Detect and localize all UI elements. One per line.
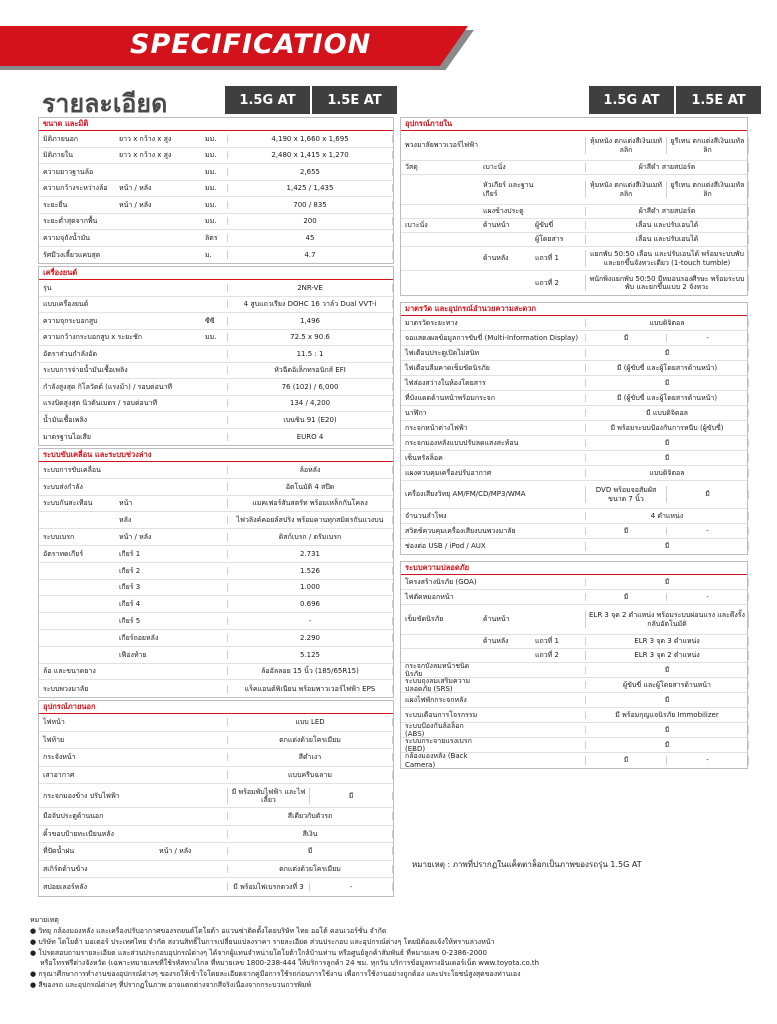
spec-label: น้ำมันเชื้อเพลิง [43, 415, 88, 424]
spec-value-g: มี [585, 527, 667, 535]
grade-header-right [589, 86, 761, 114]
spec-unit: ม. [205, 250, 212, 259]
spec-row [39, 826, 393, 844]
spec-value: แมคเฟอร์สันสตรัท พร้อมเหล็กกันโคลง [227, 499, 393, 507]
spec-label: ระยะต่ำสุดจากพื้น [43, 217, 98, 226]
meters-section [400, 302, 748, 555]
spec-label: เครื่องเสียงวิทยุ AM/FM/CD/MP3/WMA [405, 490, 526, 499]
spec-row [401, 451, 747, 466]
spec-row [39, 429, 393, 446]
spec-label: อัตราทดเกียร์ [43, 549, 84, 558]
spec-row [39, 197, 393, 214]
spec-value: EURO 4 [227, 433, 393, 441]
spec-row [39, 613, 393, 630]
spec-value: มี [585, 696, 749, 704]
spec-value-g: หุ้มหนัง ตกแต่งสีเงินเมทัลลิก [585, 137, 667, 153]
spec-label: ความจุกระบอกสูบ [43, 316, 98, 325]
spec-unit: มม. [205, 217, 217, 226]
spec-sub: หน้า / หลัง [119, 533, 152, 542]
spec-value: แยกพับ 50:50 เลื่อน และปรับเอนได้ พร้อมระบบพับ และยกขึ้นจังหวะเดียว (1-touch tumble) [585, 250, 749, 266]
spec-value-e: มี [667, 490, 749, 498]
spec-label: ความกว้างระหว่างล้อ [43, 184, 108, 193]
spec-value: 2,480 x 1,415 x 1,270 [227, 151, 393, 159]
spec-row [401, 346, 747, 361]
spec-unit: มม. [205, 200, 217, 209]
spec-value: 76 (102) / 6,000 [227, 383, 393, 391]
spec-value-e: - [310, 883, 393, 891]
spec-unit: มม. [205, 184, 217, 193]
spec-value: 45 [227, 234, 393, 242]
spec-value: 2.731 [227, 550, 393, 558]
spec-sub: ด้านหลัง [483, 254, 509, 263]
spec-label: ไฟท้าย [43, 735, 65, 744]
spec-row [401, 175, 747, 205]
spec-label: ระบบการจ่ายน้ำมันเชื้อเพลิง [43, 366, 128, 375]
spec-value: 0.696 [227, 600, 393, 608]
spec-value: 1,496 [227, 317, 393, 325]
spec-label: สปอยเลอร์หลัง [43, 882, 87, 891]
spec-value: มี (ผู้ขับขี่ และผู้โดยสารด้านหน้า) [585, 364, 749, 372]
grade-label: 1.5G AT [589, 86, 674, 114]
spec-value: ผู้ขับขี่ และผู้โดยสารด้านหน้า [585, 681, 749, 689]
section-title: ระบบขับเคลื่อน และระบบช่วงล่าง [39, 449, 393, 462]
spec-row [39, 297, 393, 314]
spec-sub: หลัง [119, 516, 132, 525]
spec-value: ดิสก์เบรก / ดรัมเบรก [227, 533, 393, 541]
spec-label: ระบบป้องกันล้อล็อก (ABS) [405, 721, 464, 738]
spec-row [39, 214, 393, 231]
spec-value: มี [585, 349, 749, 357]
spec-row [39, 647, 393, 664]
spec-row [39, 563, 393, 580]
spec-value: ล้ออัลลอย 15 นิ้ว (185/65R15) [227, 667, 393, 675]
spec-label: ระบบกันสะเทือน [43, 499, 93, 508]
dimensions-section [38, 117, 394, 264]
spec-row [39, 546, 393, 563]
spec-row [39, 131, 393, 148]
spec-row [39, 861, 393, 879]
spec-value: 2NR-VE [227, 284, 393, 292]
spec-row [401, 575, 747, 590]
spec-value: ไฟวลิงค์คอยล์สปริง พร้อมคานทุกสมิตรกันแวงบน [227, 516, 393, 524]
spec-value: ตกแต่งด้วยโครเมียม [227, 865, 393, 873]
spec-row [39, 313, 393, 330]
spec-sub2: ผู้ขับขี่ [535, 221, 554, 230]
page-heading: รายละเอียด [42, 89, 168, 118]
spec-sub: ยาว x กว้าง x สูง [119, 151, 172, 160]
grade-label: 1.5G AT [225, 86, 310, 114]
spec-value: พนักพิงแยกพับ 50:50 มีหมอนรองศีรษะ พร้อมระบบพับ และยกขึ้นแบบ 2 จังหวะ [585, 275, 749, 291]
spec-value: 4,190 x 1,660 x 1,695 [227, 135, 393, 143]
spec-row [401, 421, 747, 436]
spec-row [401, 481, 747, 509]
spec-label: แผงไฟพักกระจกหลัง [405, 695, 467, 704]
banner-title: SPECIFICATION [130, 29, 372, 60]
spec-value: มี (ผู้ขับขี่ และผู้โดยสารด้านหน้า) [585, 394, 749, 402]
spec-label: ไฟเตือนลืมคาดเข็มขัดนิรภัย [405, 363, 490, 372]
remark-item: ● กรุณาศึกษาการทำงานของอุปกรณ์ต่างๆ ของรถให้เข้าใจโดยละเอียดจากคู่มือการใช้รถก่อนการใช้งาน เพื่อการใช้งานอย่างถูกต้อง และประโยชน์สูงสุดของท่านเอง [30, 970, 521, 979]
spec-row [39, 878, 393, 896]
spec-row [39, 346, 393, 363]
spec-row [39, 843, 393, 861]
spec-value: - [227, 617, 393, 625]
spec-value-e: - [667, 334, 749, 342]
spec-label: รัศมีวงเลี้ยวแคบสุด [43, 250, 101, 259]
spec-label: ไฟเตือนประตูเปิดไม่สนิท [405, 348, 480, 357]
spec-label: สวิตช์ควบคุมเครื่องเสียงบนพวงมาลัย [405, 526, 516, 535]
spec-value: หัวฉีดอิเล็กทรอนิกส์ EFI [227, 366, 393, 374]
section-title: ขนาด และมิติ [39, 118, 393, 131]
spec-label: ความกว้างกระบอกสูบ x ระยะชัก [43, 333, 142, 342]
spec-label: แผงควบคุมเครื่องปรับอากาศ [405, 468, 492, 477]
spec-value-g: มี พร้อมพับไฟฟ้า และไฟเลี้ยว [227, 788, 310, 804]
spec-row [39, 462, 393, 479]
spec-unit: ลิตร [205, 233, 218, 242]
spec-sub: เกียร์ 3 [119, 583, 141, 592]
spec-value: มี [585, 542, 749, 550]
spec-row [401, 436, 747, 451]
spec-label: แรงบิดสูงสุด นิวตันเมตร / รอบต่อนาที [43, 399, 158, 408]
spec-value-e: ยูรีเทน ตกแต่งสีเงินเมทัลลิก [667, 137, 749, 153]
spec-value: ELR 3 จุด 2 ตำแหน่ง พร้อมระบบผ่อนแรง และดึงรั้งกลับอัตโนมัติ [585, 611, 749, 627]
spec-row [39, 596, 393, 613]
spec-row [401, 509, 747, 524]
spec-label: พวงมาลัยพาวเวอร์ไฟฟ้า [405, 141, 479, 150]
spec-sub: เฟืองท้าย [119, 650, 147, 659]
drivetrain-section [38, 448, 394, 698]
spec-label: ระบบการขับเคลื่อน [43, 465, 101, 474]
spec-sub: เกียร์ 4 [119, 600, 141, 609]
spec-label: จำนวนลำโพง [405, 511, 447, 520]
spec-label: สเกิร์ตด้านข้าง [43, 864, 88, 873]
spec-label: กระจกมองหลังแบบปรับลดแสงสะท้อน [405, 438, 519, 447]
spec-value: 2,655 [227, 168, 393, 176]
spec-label: กระจังหน้า [43, 753, 76, 762]
spec-unit: ซีซี [205, 316, 215, 325]
spec-value: ล้อหลัง [227, 466, 393, 474]
spec-row [401, 738, 747, 753]
spec-value: ตกแต่งด้วยโครเมียม [227, 736, 393, 744]
spec-sub2: แถวที่ 1 [535, 637, 559, 646]
spec-row [401, 219, 747, 233]
spec-value: มี [585, 439, 749, 447]
spec-value: ผ้าสีดำ สายสปอร์ต [585, 163, 749, 171]
spec-label: ที่ปัดน้ำฝน [43, 847, 75, 856]
spec-value: 4.7 [227, 251, 393, 259]
spec-label: กระจกหน้าต่างไฟฟ้า [405, 423, 468, 432]
spec-value: แบบ LED [227, 718, 393, 726]
spec-label: กล้องมองหลัง (Back Camera) [405, 752, 468, 769]
spec-value: แบบครีบฉลาม [227, 771, 393, 779]
section-title: อุปกรณ์ภายนอก [39, 701, 393, 714]
spec-row [401, 649, 747, 663]
spec-unit: มม. [205, 333, 217, 342]
grade-label: 1.5E AT [676, 86, 761, 114]
spec-value-e: - [667, 756, 749, 764]
spec-value: มี [585, 666, 749, 674]
left-column [38, 117, 394, 899]
spec-row [401, 723, 747, 738]
spec-label: ความจุถังน้ำมัน [43, 233, 91, 242]
spec-value: มี พร้อมระบบป้องกันการหนีบ (ผู้ขับขี่) [585, 424, 749, 432]
spec-sub: ด้านหลัง [483, 637, 509, 646]
spec-label: กำลังสูงสุด กิโลวัตต์ (แรงม้า) / รอบต่อนาที [43, 382, 173, 391]
spec-row [39, 680, 393, 697]
spec-row [401, 361, 747, 376]
spec-row [39, 363, 393, 380]
remark-item: ● บริษัท โตโยต้า มอเตอร์ ประเทศไทย จำกัด สงวนสิทธิ์ในการเปลี่ยนแปลงราคา รายละเอียด ส่วนประกอบ และอุปกรณ์ต่างๆ โดยมิต้องแจ้งให้ทราบล่วงหน้า [30, 937, 495, 946]
spec-row [39, 379, 393, 396]
spec-row [39, 280, 393, 297]
safety-section [400, 561, 748, 769]
spec-label: ช่องต่อ USB / iPod / AUX [405, 542, 486, 551]
spec-label: มิติภายใน [43, 151, 74, 160]
spec-row [39, 630, 393, 647]
spec-sub: เกียร์ 1 [119, 549, 141, 558]
spec-row [39, 330, 393, 347]
spec-row [39, 181, 393, 198]
spec-value-g: มี [585, 593, 667, 601]
section-title: มาตรวัด และอุปกรณ์อำนวยความสะดวก [401, 303, 747, 316]
spec-value: 1,425 / 1,435 [227, 184, 393, 192]
spec-label: เข็มขัดนิรภัย [405, 615, 444, 624]
spec-sub2: แถวที่ 1 [535, 254, 559, 263]
spec-label: ระบบเตือนการโจรกรรม [405, 710, 478, 719]
spec-label: อัตราส่วนกำลังอัด [43, 349, 98, 358]
spec-label: ที่บังแดดด้านหน้าพร้อมกระจก [405, 393, 495, 402]
spec-row [39, 529, 393, 546]
spec-row [401, 391, 747, 406]
spec-value: เบนซิน 91 (E20) [227, 416, 393, 424]
spec-label: ระบบพวงมาลัย [43, 684, 89, 693]
spec-value: 72.5 x 90.6 [227, 333, 393, 341]
spec-row [401, 406, 747, 421]
spec-row [401, 635, 747, 649]
spec-value: 200 [227, 217, 393, 225]
spec-value-g: มี พร้อมไฟเบรกดวงที่ 3 [227, 883, 310, 891]
spec-label: เสาอากาศ [43, 770, 75, 779]
spec-row [39, 164, 393, 181]
spec-sub: เบาะนั่ง [483, 163, 506, 172]
grade-header-left [225, 86, 397, 114]
spec-value: แบบดิจิตอล [585, 469, 749, 477]
spec-value: 1.000 [227, 583, 393, 591]
spec-row [401, 271, 747, 295]
spec-label: ระยะยื่น [43, 200, 68, 209]
spec-row [39, 664, 393, 681]
spec-value: มี [585, 741, 749, 749]
spec-value: อัตโนมัติ 4 สปีด [227, 483, 393, 491]
spec-label: แบบเครื่องยนต์ [43, 300, 89, 309]
engine-section [38, 266, 394, 446]
spec-sub2: แถวที่ 2 [535, 651, 559, 660]
spec-value: เลื่อน และปรับเอนได้ [585, 221, 749, 229]
spec-row [401, 678, 747, 693]
spec-value: 700 / 835 [227, 201, 393, 209]
remark-item: ● วิทยุ กล้องมองหลัง และเครื่องปรับอากาศของรถยนต์โตโยต้า อแวนซ่าติดตั้งโดยบริษัท ไทย ออโต้ คอนเวอร์ชั่น จำกัด [30, 926, 387, 935]
spec-row [39, 784, 393, 808]
spec-label: ระบบกระจายแรงเบรก (EBD) [405, 736, 472, 753]
spec-label: ไฟตัดหมอกหน้า [405, 592, 454, 601]
spec-row [39, 512, 393, 529]
remarks-head: หมายเหตุ [30, 916, 59, 924]
spec-sub2: ผู้โดยสาร [535, 235, 564, 244]
spec-row [39, 396, 393, 413]
spec-sub: หน้า / หลัง [159, 847, 192, 856]
spec-value: ผ้าสีดำ สายสปอร์ต [585, 207, 749, 215]
grade-label: 1.5E AT [312, 86, 397, 114]
remark-item: หรือโทรฟรีต่างจังหวัด (เฉพาะหมายเลขที่ใช้รหัสทางไกล ที่หมายเลข 1800-238-444 ให้บริการลูกค้า 24 ชม. ทุกวัน บริการข้อมูลทางอินเตอร์เน็ต www.toyota.co.th [40, 959, 540, 968]
spec-value-g: มี [585, 334, 667, 342]
spec-value: มี แบบดิจิตอล [585, 409, 749, 417]
spec-value: สีดำเงา [227, 753, 393, 761]
spec-value: แบบดิจิตอล [585, 319, 749, 327]
spec-sub2: แถวที่ 2 [535, 278, 559, 287]
spec-value: 2.290 [227, 634, 393, 642]
spec-unit: มม. [205, 134, 217, 143]
spec-sub: หน้า / หลัง [119, 200, 152, 209]
spec-row [401, 205, 747, 219]
spec-label: คิ้วขอบป้ายทะเบียนหลัง [43, 829, 114, 838]
spec-sub: หน้า [119, 499, 133, 508]
remark-item: ● สีของรถ และอุปกรณ์ต่างๆ ที่ปรากฏในภาพ อาจแตกต่างจากสีจริงเนื่องจากกระบวนการพิมพ์ [30, 981, 312, 990]
spec-label: จอแสดงผลข้อมูลการขับขี่ (Multi-Information Display) [405, 333, 579, 342]
spec-value: มี [585, 578, 749, 586]
spec-value: มี [585, 454, 749, 462]
spec-value-e: - [667, 527, 749, 535]
spec-unit: มม. [205, 151, 217, 160]
spec-label: กระจกมองข้าง ปรับไฟฟ้า [43, 791, 120, 800]
spec-row [401, 331, 747, 346]
spec-label: ไฟส่องสว่างในห้องโดยสาร [405, 378, 486, 387]
spec-label: เซ็นทรัลล็อค [405, 453, 443, 462]
section-title: ระบบความปลอดภัย [401, 562, 747, 575]
spec-value-e: มี [310, 792, 393, 800]
spec-label: มิติภายนอก [43, 134, 79, 143]
spec-row [39, 808, 393, 826]
spec-label: รุ่น [43, 283, 52, 292]
spec-row [39, 496, 393, 513]
spec-row [401, 753, 747, 768]
spec-value: 134 / 4,200 [227, 399, 393, 407]
spec-value: 11.5 : 1 [227, 350, 393, 358]
section-title: เครื่องยนต์ [39, 267, 393, 280]
spec-sub: เกียร์ 5 [119, 617, 141, 626]
spec-value: ELR 3 จุด 2 ตำแหน่ง [585, 651, 749, 659]
spec-value: มี [585, 726, 749, 734]
spec-value: ELR 3 จุด 3 ตำแหน่ง [585, 637, 749, 645]
spec-value: มี [585, 379, 749, 387]
remark-item: ● โปรดสอบถามรายละเอียด และส่วนประกอบอุปกรณ์ต่างๆ ได้จากผู้แทนจำหน่ายโตโยต้าใกล้บ้านท่าน หรือศูนย์ลูกค้าสัมพันธ์ ที่หมายเลข 0-2386-2000 [30, 948, 487, 957]
section-title: อุปกรณ์ภายใน [401, 118, 747, 131]
spec-sub: ยาว x กว้าง x สูง [119, 134, 172, 143]
spec-row [401, 247, 747, 271]
spec-value: แร็คแอนด์พิเนียน พร้อมพาวเวอร์ไฟฟ้า EPS [227, 685, 393, 693]
spec-value: มี พร้อมกุญแจนิรภัย Immobilizer [585, 711, 749, 719]
spec-label: โครงสร้างนิรภัย (GOA) [405, 577, 477, 586]
spec-label: ไฟหน้า [43, 718, 65, 727]
spec-label: มาตรวัดระยะทาง [405, 318, 458, 327]
spec-row [401, 693, 747, 708]
spec-row [39, 580, 393, 597]
spec-value: สีเงิน [227, 830, 393, 838]
spec-value-e: - [667, 593, 749, 601]
spec-row [401, 590, 747, 605]
spec-sub: แผงข้างประตู [483, 207, 524, 216]
spec-row [401, 663, 747, 678]
spec-unit: มม. [205, 167, 217, 176]
spec-row [401, 605, 747, 635]
spec-value: เลื่อน และปรับเอนได้ [585, 235, 749, 243]
exterior-section [38, 700, 394, 897]
spec-row [401, 466, 747, 481]
spec-sub: เกียร์ 2 [119, 566, 141, 575]
spec-row [39, 732, 393, 750]
spec-row [39, 230, 393, 247]
spec-sub: ด้านหน้า [483, 221, 510, 230]
right-column [400, 117, 748, 771]
spec-row [401, 708, 747, 723]
spec-row [401, 233, 747, 247]
spec-row [39, 412, 393, 429]
spec-row [39, 247, 393, 264]
spec-row [39, 148, 393, 165]
spec-value-g: หุ้มหนัง ตกแต่งสีเงินเมทัลลิก [585, 181, 667, 197]
spec-row [401, 376, 747, 391]
spec-label: นาฬิกา [405, 408, 427, 417]
spec-label: มาตรฐานไอเสีย [43, 432, 91, 441]
spec-row [39, 749, 393, 767]
spec-label: ระบบเบรก [43, 533, 75, 542]
spec-label: มือจับประตูด้านนอก [43, 812, 104, 821]
spec-row [401, 131, 747, 161]
spec-label: ระบบส่งกำลัง [43, 482, 83, 491]
spec-label: กระจกบังลมหน้าชนิดนิรภัย [405, 661, 470, 678]
interior-section [400, 117, 748, 296]
spec-row [401, 539, 747, 554]
spec-value-g: มี [585, 756, 667, 764]
spec-row [401, 161, 747, 175]
spec-label: เบาะนั่ง [405, 221, 428, 230]
spec-row [39, 767, 393, 785]
spec-label: ระบบถุงลมเสริมความปลอดภัย (SRS) [405, 676, 471, 693]
spec-sub: หน้า / หลัง [119, 184, 152, 193]
spec-value: มี [227, 847, 393, 855]
spec-value: 4 สูบแถวเรียง DOHC 16 วาล์ว Dual VVT-i [227, 300, 393, 308]
spec-label: ล้อ และขนาดยาง [43, 667, 96, 676]
spec-row [401, 524, 747, 539]
spec-label: ความยาวฐานล้อ [43, 167, 94, 176]
spec-row [39, 714, 393, 732]
spec-row [39, 479, 393, 496]
spec-label: วัสดุ [405, 163, 418, 172]
remarks [30, 915, 760, 991]
spec-value: 4 ตำแหน่ง [585, 512, 749, 520]
spec-value: 5.125 [227, 651, 393, 659]
spec-sub: เกียร์ถอยหลัง [119, 633, 159, 642]
spec-row [401, 316, 747, 331]
spec-value-g: DVD พร้อมจอสัมผัส ขนาด 7 นิ้ว [585, 486, 667, 502]
spec-sub: หัวเกียร์ และฐานเกียร์ [483, 181, 534, 198]
spec-sub: ด้านหน้า [483, 615, 510, 624]
catalog-note: หมายเหตุ : ภาพที่ปรากฏในแค็ตตาล็อกเป็นภาพของรถรุ่น 1.5G AT [412, 860, 642, 869]
spec-value: 1.526 [227, 567, 393, 575]
spec-value-e: ยูรีเทน ตกแต่งสีเงินเมทัลลิก [667, 181, 749, 197]
spec-value: สีเดียวกับตัวรถ [227, 812, 393, 820]
